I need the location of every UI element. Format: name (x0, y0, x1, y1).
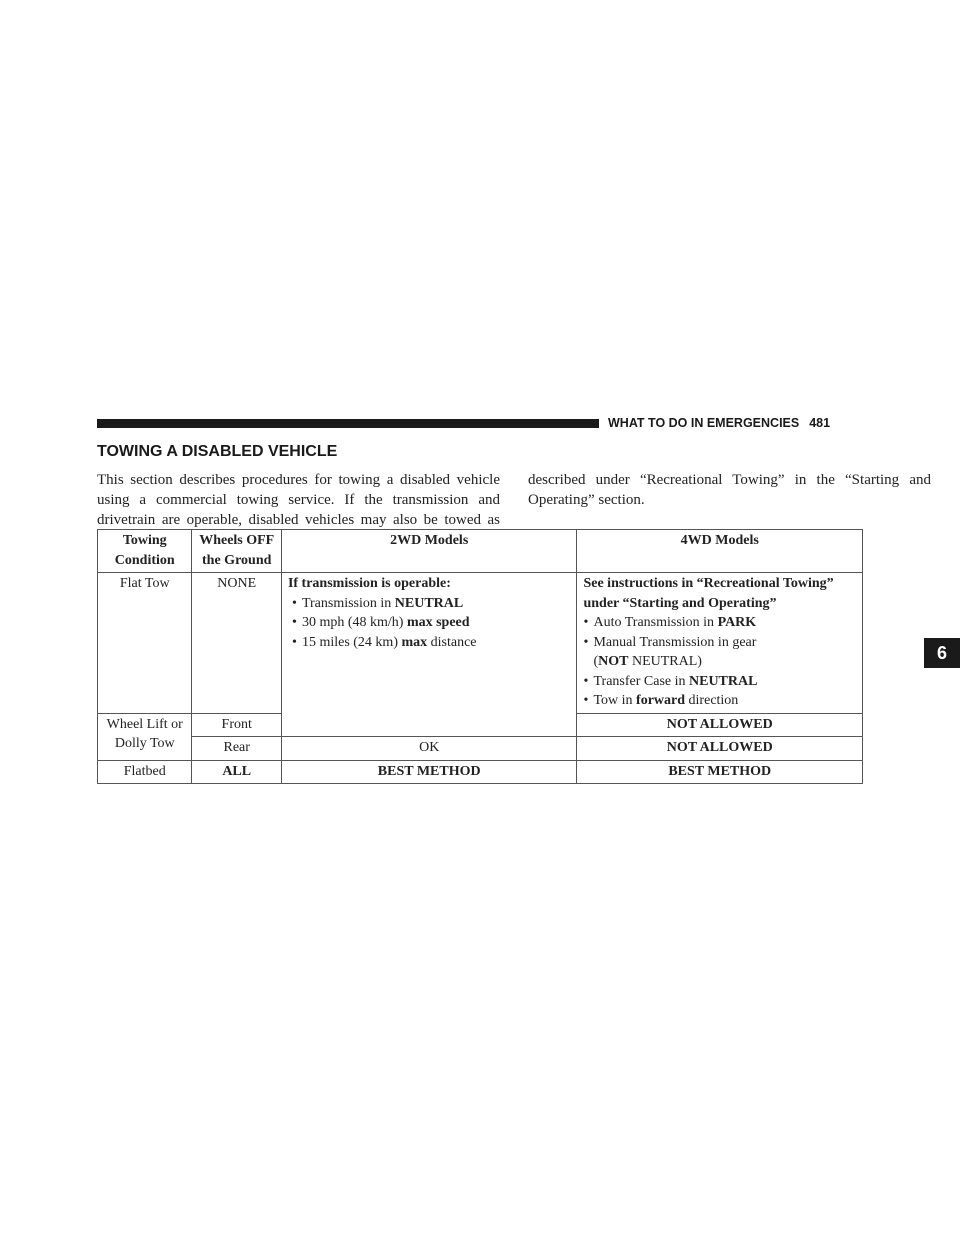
cell-wheel-lift-front-4wd: NOT ALLOWED (577, 713, 863, 737)
cell-flatbed-4wd: BEST METHOD (577, 760, 863, 784)
page-number: 481 (809, 416, 831, 430)
cell-wheel-lift-rear: Rear (192, 737, 281, 761)
cell-flatbed: Flatbed (98, 760, 192, 784)
cell-wheel-lift-rear-4wd: NOT ALLOWED (577, 737, 863, 761)
running-header (608, 414, 830, 432)
flat-tow-2wd-list (288, 594, 571, 653)
list-item: • Tow in forward direction (593, 691, 856, 711)
list-item: • 30 mph (48 km/h) max speed (302, 613, 571, 633)
list-item: • 15 miles (24 km) max distance (302, 633, 571, 653)
list-item: • Transfer Case in NEUTRAL (593, 672, 856, 692)
header-4wd-models: 4WD Models (577, 530, 863, 573)
chapter-tab: 6 (924, 638, 960, 668)
cell-flatbed-wheels: ALL (192, 760, 281, 784)
intro-paragraph: This section describes procedures for towing a disabled vehicle using a commercial towing service. If the transmission and drivetrain are operable, disabled vehicles may also be towed as described under “Recreational Towing” in the “Starting and Operating” section. (97, 472, 931, 528)
cell-flat-tow-wheels: NONE (192, 573, 281, 714)
table-row-wheel-lift-rear (98, 737, 863, 761)
header-2wd-models: 2WD Models (281, 530, 577, 573)
cell-wheel-lift-rear-2wd: OK (281, 737, 577, 761)
towing-table (97, 529, 863, 784)
list-item: • Transmission in NEUTRAL (302, 594, 571, 614)
cell-flatbed-2wd: BEST METHOD (281, 760, 577, 784)
list-item: • Auto Transmission in PARK (593, 613, 856, 633)
flat-tow-4wd-intro: See instructions in “Recreational Towing” under “Starting and Operating” (583, 576, 834, 611)
flat-tow-4wd-list (583, 613, 856, 711)
flat-tow-2wd-intro: If transmission is operable: (287, 576, 451, 591)
table-row-flatbed (98, 760, 863, 784)
header-wheels-off-ground: Wheels OFF the Ground (192, 530, 281, 573)
header-section-name: WHAT TO DO IN EMERGENCIES (608, 416, 800, 430)
cell-flat-tow: Flat Tow (98, 573, 192, 714)
list-item: • Manual Transmission in gear (NOT NEUTRAL) (593, 633, 856, 672)
cell-flat-tow-2wd (281, 573, 577, 737)
header-towing-condition: Towing Condition (98, 530, 192, 573)
header-rule (97, 419, 599, 428)
table-header-row (98, 530, 863, 573)
cell-wheel-lift: Wheel Lift or Dolly Tow (98, 713, 192, 760)
cell-flat-tow-4wd (577, 573, 863, 714)
cell-wheel-lift-front: Front (192, 713, 281, 737)
table-row-flat-tow (98, 573, 863, 714)
section-title: TOWING A DISABLED VEHICLE (97, 443, 338, 460)
